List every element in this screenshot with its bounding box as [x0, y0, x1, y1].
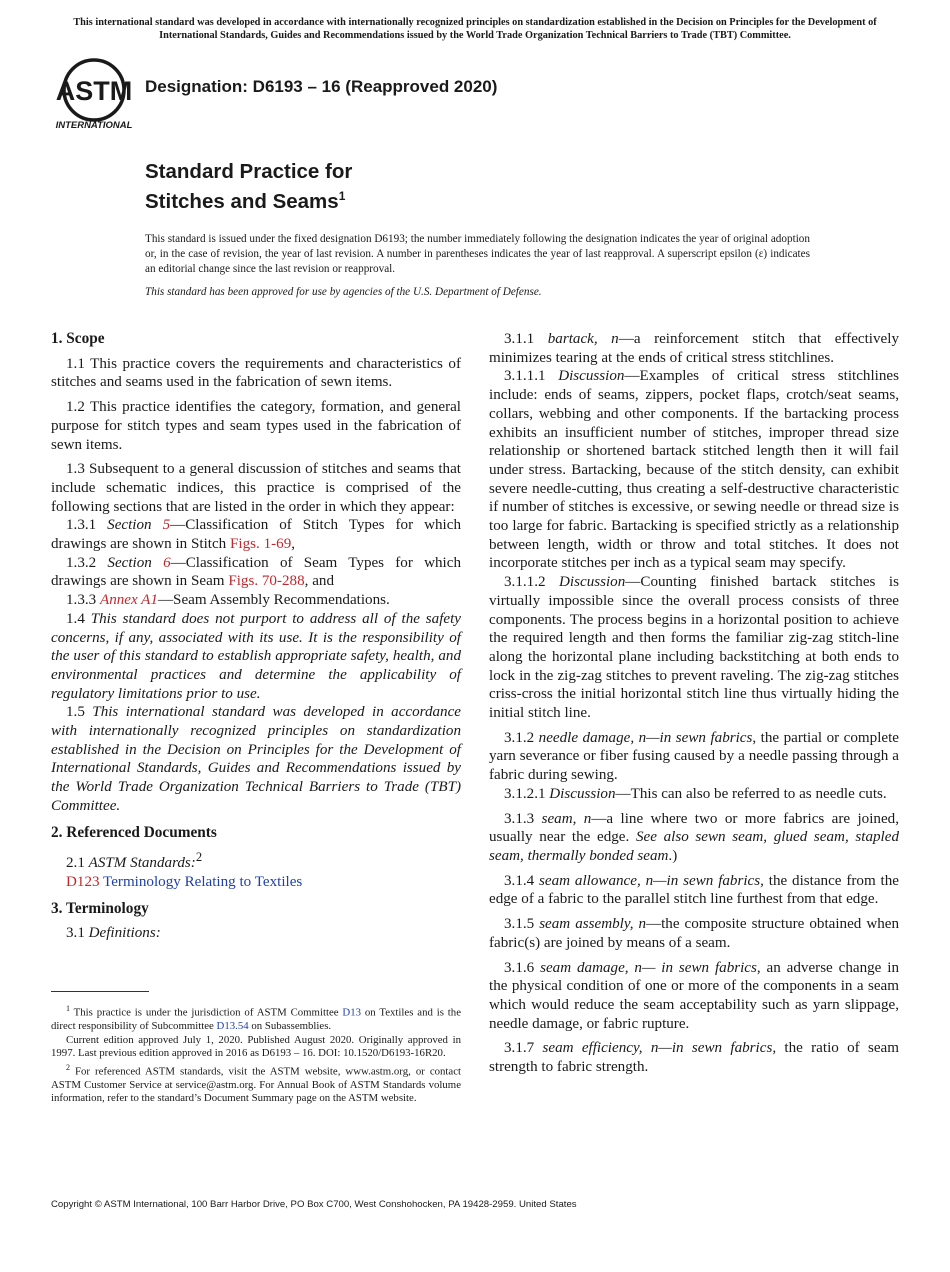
copyright-footer: Copyright © ASTM International, 100 Barr Harbor Drive, PO Box C700, West Conshohocken, PA 19428-2959. United States	[51, 1199, 577, 1210]
section-heading-terminology: 3. Terminology	[51, 899, 149, 917]
footnote-divider	[51, 991, 149, 992]
section-heading-scope: 1. Scope	[51, 330, 105, 347]
svg-text:ASTM: ASTM	[55, 76, 133, 106]
footnote-2-ref[interactable]: 2	[195, 850, 203, 865]
footnote-edition: Current edition approved July 1, 2020. Published August 2020. Originally approved in 1997. Last previous edition approved in 2016 as D6193 – 16. DOI: 10.1520/D6193-16R20.	[51, 1033, 461, 1060]
d13-link[interactable]: D13	[342, 1006, 362, 1019]
para-1-1: 1.1 This practice covers the requirements and characteristics of stitches and seams used in the fabrication of sewn items.	[51, 355, 461, 391]
para-3-1-6: 3.1.6 seam damage, n— in sewn fabrics, an adverse change in the physical condition of one or more of the components in a seam which would reduce the seam acceptability such as yarn slippage, needle damage, or fabric rupture.	[489, 959, 899, 1032]
para-3-1-1-1: 3.1.1.1 Discussion—Examples of critical stress stitchlines include: ends of seams, zippers, pocket flaps, crotch/seat seams, collars, webbing and other components. If the bartacking process exhibits an insufficient number of stitches, improper thread size relationship or shortened bartack stitched length then it will fail under stress. Bartacking, because of the stitch density, can exhibit severe needle-cutting, thus creating a self-destructive characteristic if number of stitches is excessive, or sewing needle or thread size is too large for fabric. Bartacking is specified strictly as a relationship between length, width or throw and total stitches. It does not incorporate stitches per inch as a typical seam may specify.	[489, 368, 899, 572]
left-column	[51, 330, 461, 949]
tbt-notice: This international standard was developed in accordance with internationally recognized principles on standardization established in the Decision on Principles for the Development of International Standards, Guides and Recommendations issued by the World Trade Organization Technical Barriers to Trade (TBT) Committee.	[73, 17, 877, 41]
para-1-4: 1.4 This standard does not purport to address all of the safety concerns, if any, associated with its use. It is the responsibility of the user of this standard to establish appropriate safety, health, and environmental practices and determine the applicability of regulatory limitations prior to use.	[51, 610, 462, 702]
figs-1-69-link[interactable]: Figs. 1-69	[230, 536, 292, 553]
para-3-1-7: 3.1.7 seam efficiency, n—in sewn fabrics, the ratio of seam strength to fabric strength.	[489, 1040, 899, 1076]
logo-text: INTERNATIONAL	[55, 120, 133, 131]
section-heading-referenced-documents: 2. Referenced Documents	[51, 823, 217, 841]
figs-70-288-link[interactable]: Figs. 70-288	[228, 573, 305, 590]
para-3-1-2-1: 3.1.2.1 Discussion—This can also be referred to as needle cuts.	[504, 785, 887, 802]
section-5-link[interactable]: 5	[162, 517, 171, 534]
title-footnote-ref[interactable]: 1	[338, 189, 346, 203]
right-column	[489, 330, 899, 1083]
document-title	[145, 160, 352, 214]
dod-approval-note: This standard has been approved for use by agencies of the U.S. Department of Defense.	[145, 286, 542, 298]
astm-logo	[52, 56, 136, 132]
para-1-3: 1.3 Subsequent to a general discussion of stitches and seams that include schematic indices, this practice is comprised of the following sections that are listed in the order in which they appear:	[51, 461, 461, 515]
para-3-1-2: 3.1.2 needle damage, n—in sewn fabrics, the partial or complete yarn severance or fiber fusing caused by a needle passing through a fabric during sewing.	[489, 729, 899, 784]
issued-note: This standard is issued under the fixed designation D6193; the number immediately following the designation indicates the year of original adoption or, in the case of revision, the year of last revision. A number in parentheses indicates the year of last reapproval. A superscript epsilon (ε) indicates an editorial change since the last revision or reapproval.	[145, 233, 810, 275]
title-line-1: Standard Practice for	[145, 160, 353, 183]
para-1-3-1: 1.3.1 Section 5—Classification of Stitch Types for which drawings are shown in Stitch Figs. 1-69,	[51, 517, 461, 553]
para-3-1-3: 3.1.3 seam, n—a line where two or more fabrics are joined, usually near the edge. See also sewn seam, glued seam, stapled seam, thermally bonded seam.)	[489, 810, 899, 864]
para-3-1: 3.1 Definitions:	[66, 925, 161, 942]
annex-a1-link[interactable]: Annex A1	[99, 592, 158, 609]
para-3-1-1: 3.1.1 bartack, n—a reinforcement stitch that effectively minimizes tearing at the ends of critical stress stitchlines.	[489, 331, 899, 366]
footnote-2: $^2$ For referenced ASTM standards, visit the ASTM website, www.astm.org, or contact ASTM Customer Service at service@astm.org. For Annual Book of ASTM Standards volume information, refer to the standard’s Document Summary page on the ASTM website.	[51, 1062, 461, 1105]
title-line-2: Stitches and Seams$^1$	[145, 189, 346, 213]
section-6-link[interactable]: 6	[163, 554, 171, 571]
reference-d123	[51, 873, 461, 892]
para-3-1-5: 3.1.5 seam assembly, n—the composite structure obtained when fabric(s) are joined by means of a seam.	[489, 916, 900, 951]
d123-title-link[interactable]: Terminology Relating to Textiles	[99, 874, 303, 891]
para-3-1-1-2: 3.1.1.2 Discussion—Counting finished bartack stitches is virtually impossible since the overall process consists of three components. The process begins in a horizontal position to achieve the required length and then forms the familiar zig-zag stitch-line along the horizontal plane including backstitching at both ends to lock in the zig-zag stitches to prevent raveling. The zig-zag stitches criss-cross the initial horizontal stitch line thus virtually hiding the initial stitch line.	[489, 574, 900, 722]
designation: Designation: D6193 – 16 (Reapproved 2020)	[145, 77, 498, 96]
d123-link[interactable]: D123	[66, 874, 100, 891]
para-2-1: 2.1 ASTM Standards:$^2$	[66, 850, 203, 872]
para-1-3-3: 1.3.3 Annex A1—Seam Assembly Recommendations.	[66, 592, 390, 609]
footnotes	[51, 1002, 461, 1106]
para-1-3-2: 1.3.2 Section 6—Classification of Seam Types for which drawings are shown in Seam Figs. 70-288, and	[51, 554, 461, 590]
footnote-1: $^1$ This practice is under the jurisdiction of ASTM Committee D13 on Textiles and is the direct responsibility of Subcommittee D13.54 on Subassemblies.	[51, 1004, 461, 1033]
para-3-1-4: 3.1.4 seam allowance, n—in sewn fabrics, the distance from the edge of a fabric to the parallel stitch line furthest from that edge.	[489, 872, 899, 908]
para-1-5: 1.5 This international standard was developed in accordance with internationally recognized principles on standardization established in the Decision on Principles for the Development of International Standards, Guides and Recommendations issued by the World Trade Organization Technical Barriers to Trade (TBT) Committee.	[51, 704, 462, 814]
d13-54-link[interactable]: D13.54	[216, 1020, 249, 1033]
para-1-2: 1.2 This practice identifies the category, formation, and general purpose for stitch types and seam types used in the fabrication of sewn items.	[51, 399, 461, 453]
